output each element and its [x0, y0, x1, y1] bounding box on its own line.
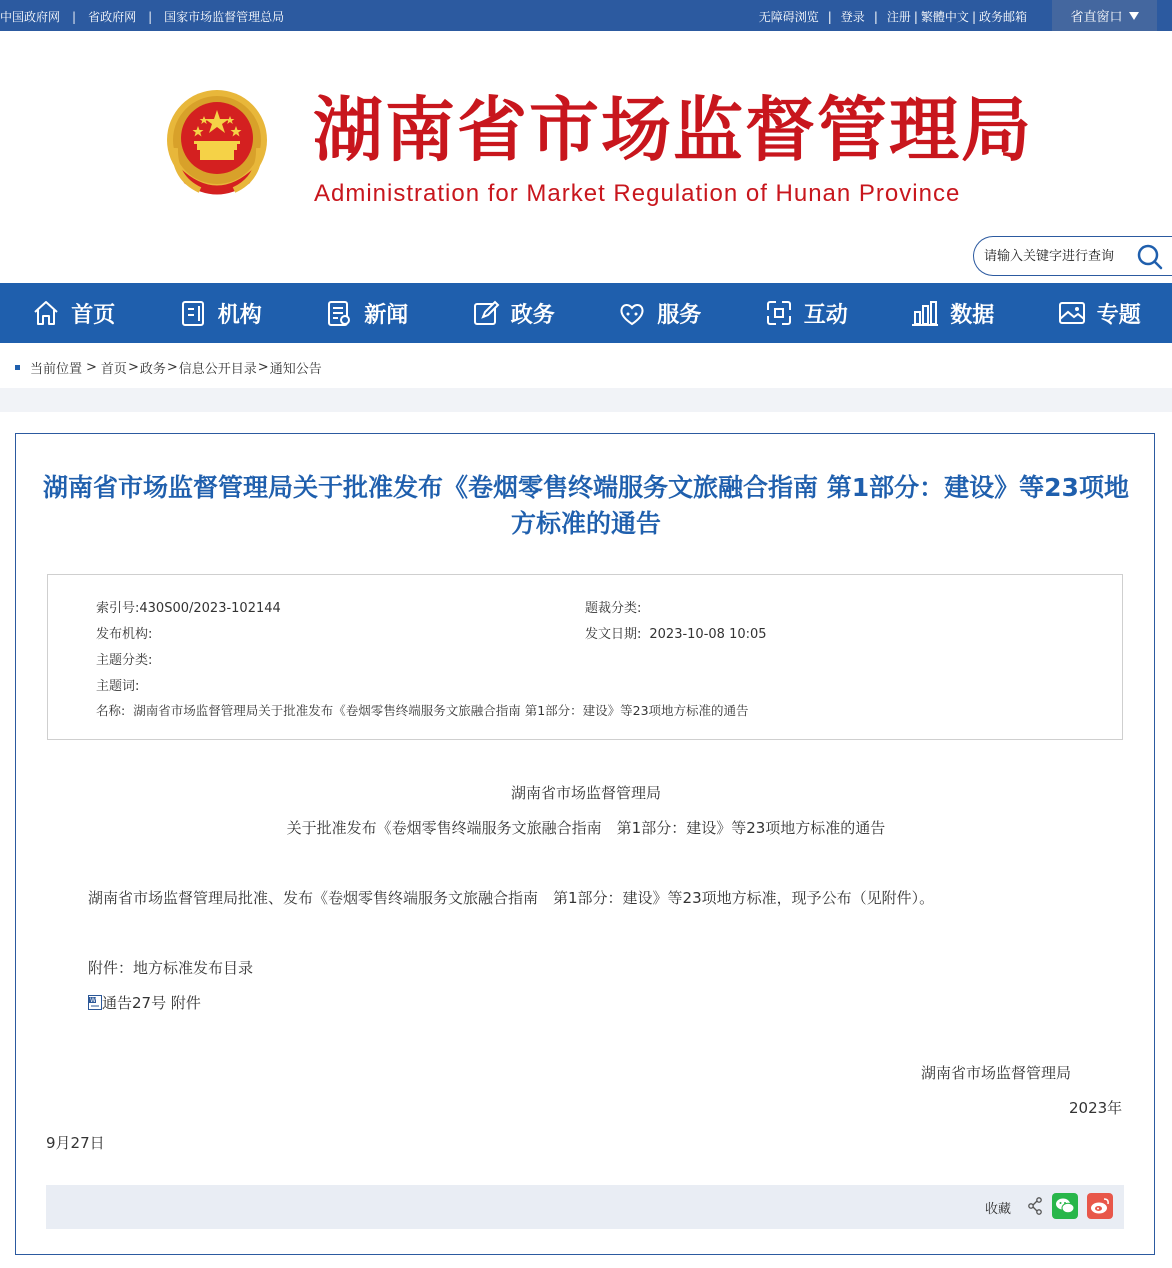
- search-icon[interactable]: [1136, 243, 1164, 271]
- article-title: [20, 470, 1152, 542]
- national-emblem-logo: [160, 88, 275, 203]
- link-province-gov[interactable]: 省政府网: [88, 10, 137, 24]
- breadcrumb: 当前位置 > 首页 > 政务 > 信息公开目录 > 通知公告: [15, 358, 322, 377]
- doc-heading-agency: 湖南省市场监督管理局: [510, 784, 661, 802]
- main-nav: [0, 283, 1172, 343]
- edit-icon: [471, 298, 501, 328]
- article-frame: [15, 433, 1155, 1255]
- meta-index: [96, 597, 281, 616]
- nav-item-government-affairs[interactable]: [440, 283, 587, 343]
- nav-label: 数据: [950, 302, 995, 328]
- caret-down-icon: [1129, 12, 1139, 20]
- meta-label: 索引号:: [96, 601, 140, 616]
- attachment-file-name: 通告27号 附件: [102, 994, 201, 1012]
- service-icon: [617, 298, 647, 328]
- doc-date: 9月27日: [46, 1134, 105, 1152]
- chart-icon: [910, 298, 940, 328]
- top-right-links: 无障碍浏览 | 登录 | 注册 | 繁體中文 | 政务邮箱: [758, 9, 1027, 24]
- nav-item-data[interactable]: [879, 283, 1026, 343]
- top-bar: [0, 0, 1172, 31]
- weibo-icon[interactable]: [1087, 1193, 1113, 1219]
- search-box: [973, 236, 1172, 276]
- site-title: 湖南省市场监督管理局: [313, 89, 1033, 171]
- article-title-line: 方标准的通告: [510, 509, 661, 538]
- attachment-label: 附件：地方标准发布目录: [88, 959, 254, 977]
- share-icon[interactable]: [1027, 1197, 1043, 1215]
- meta-label: 发布机构:: [96, 627, 153, 642]
- bullet-icon: [15, 365, 20, 370]
- nav-item-topics[interactable]: [1026, 283, 1172, 343]
- breadcrumb-home[interactable]: 首页: [100, 362, 127, 377]
- meta-label: 题裁分类:: [585, 601, 642, 616]
- meta-value: 430S00/2023-102144: [139, 601, 281, 616]
- link-samr[interactable]: 国家市场监督管理总局: [164, 10, 285, 24]
- top-links: 中国政府网 | 省政府网 | 国家市场监督管理总局: [0, 9, 285, 24]
- meta-topic: [96, 649, 152, 668]
- nav-label: 新闻: [364, 302, 409, 328]
- breadcrumb-government-affairs[interactable]: 政务: [139, 362, 166, 377]
- province-window-dropdown[interactable]: [1052, 0, 1157, 31]
- nav-item-news[interactable]: [293, 283, 440, 343]
- link-gov-mail[interactable]: 政务邮箱: [978, 10, 1027, 24]
- meta-publisher: [96, 623, 152, 642]
- attachment-link[interactable]: [88, 992, 201, 1013]
- doc-year: 2023年: [1069, 1099, 1123, 1117]
- search-input[interactable]: [984, 246, 1134, 266]
- metadata-box: [47, 574, 1123, 740]
- breadcrumb-label: 当前位置: [30, 362, 83, 377]
- nav-label: 服务: [657, 302, 702, 328]
- nav-label: 机构: [217, 302, 262, 328]
- word-doc-icon: [88, 995, 102, 1010]
- image-icon: [1057, 298, 1087, 328]
- home-icon: [31, 298, 61, 328]
- province-window-label: 省直窗口: [1070, 10, 1123, 25]
- nav-label: 专题: [1096, 302, 1141, 328]
- doc-paragraph: 湖南省市场监督管理局批准、发布《卷烟零售终端服务文旅融合指南 第1部分：建设》等23项地方标准，现予公布（见附件）。: [88, 889, 935, 907]
- svg-text:W: W: [90, 997, 96, 1004]
- meta-value: 湖南省市场监督管理局关于批准发布《卷烟零售终端服务文旅融合指南 第1部分：建设》等23项地方标准的通告: [133, 703, 749, 718]
- doc-heading-title: 关于批准发布《卷烟零售终端服务文旅融合指南 第1部分：建设》等23项地方标准的通告: [286, 819, 886, 837]
- meta-label: 主题分类:: [96, 653, 153, 668]
- breadcrumb-notices[interactable]: 通知公告: [269, 362, 322, 377]
- collect-button[interactable]: 收藏: [985, 1202, 1012, 1217]
- meta-genre: [585, 597, 641, 616]
- institution-icon: [178, 298, 208, 328]
- nav-item-institution[interactable]: [147, 283, 294, 343]
- nav-item-service[interactable]: [586, 283, 733, 343]
- meta-keywords: [96, 675, 139, 694]
- interaction-icon: [764, 298, 794, 328]
- link-login[interactable]: 登录: [840, 10, 865, 24]
- meta-label: 发文日期:: [585, 627, 642, 642]
- nav-label: 政务: [510, 302, 555, 328]
- doc-signature: 湖南省市场监督管理局: [921, 1064, 1072, 1082]
- link-register[interactable]: 注册: [886, 10, 911, 24]
- divider-band: [0, 388, 1172, 412]
- breadcrumb-info-catalog[interactable]: 信息公开目录: [178, 362, 257, 377]
- wechat-icon[interactable]: [1052, 1193, 1078, 1219]
- site-subtitle: Administration for Market Regulation of Hunan Province: [314, 180, 961, 207]
- nav-label: 首页: [71, 302, 116, 328]
- link-gov-cn[interactable]: 中国政府网: [0, 10, 61, 24]
- meta-label: 主题词:: [96, 679, 140, 694]
- meta-name: [96, 701, 749, 719]
- nav-item-interaction[interactable]: [733, 283, 880, 343]
- link-traditional-chinese[interactable]: 繁體中文: [920, 10, 969, 24]
- meta-value: 2023-10-08 10:05: [649, 627, 767, 642]
- meta-date: [585, 623, 767, 642]
- nav-label: 互动: [803, 302, 848, 328]
- article-title-line: 湖南省市场监督管理局关于批准发布《卷烟零售终端服务文旅融合指南 第1部分：建设》等23项地: [43, 473, 1129, 502]
- meta-label: 名称:: [96, 703, 126, 718]
- news-icon: [324, 298, 354, 328]
- share-bar: [46, 1185, 1124, 1229]
- nav-item-home[interactable]: [0, 283, 147, 343]
- link-accessibility[interactable]: 无障碍浏览: [758, 10, 819, 24]
